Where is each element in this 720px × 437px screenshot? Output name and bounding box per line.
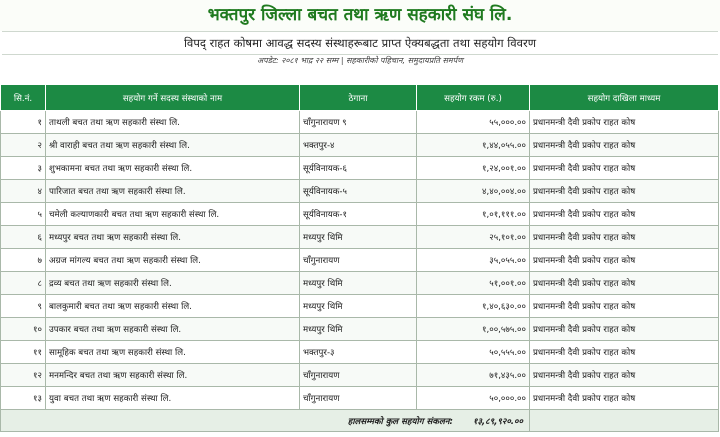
page-title: भक्तपुर जिल्ला बचत तथा ऋण सहकारी संघ लि.	[0, 0, 720, 31]
deposit-channel-cell: प्रधानमन्त्री दैवी प्रकोप राहत कोष	[530, 203, 719, 226]
table-row	[1, 318, 719, 341]
address-cell: सूर्यविनायक-५	[300, 180, 417, 203]
table-row	[1, 364, 719, 387]
amount-cell: ४,४०,००४.००	[417, 180, 530, 203]
amount-cell: ७१,४३५.००	[417, 364, 530, 387]
address-cell: मध्यपुर थिमि	[300, 272, 417, 295]
deposit-channel-cell: प्रधानमन्त्री दैवी प्रकोप राहत कोष	[530, 134, 719, 157]
address-cell: मध्यपुर थिमि	[300, 226, 417, 249]
address-cell: भक्तपुर-४	[300, 134, 417, 157]
table-row	[1, 111, 719, 134]
deposit-channel-cell: प्रधानमन्त्री दैवी प्रकोप राहत कोष	[530, 180, 719, 203]
amount-cell: ५५,०००.००	[417, 111, 530, 134]
table-row	[1, 341, 719, 364]
header-serial: सि.नं.	[1, 85, 46, 111]
serial-cell: १०	[1, 318, 46, 341]
institution-name-cell: चमेली कल्याणकारी बचत तथा ऋण सहकारी संस्था लि.	[46, 203, 300, 226]
amount-cell: ५१,००१.००	[417, 272, 530, 295]
amount-cell: १,०१,१११.००	[417, 203, 530, 226]
table-row	[1, 226, 719, 249]
table-body	[1, 111, 719, 410]
serial-cell: ८	[1, 272, 46, 295]
serial-cell: ११	[1, 341, 46, 364]
page-subtitle: विपद् राहत कोषमा आवद्ध सदस्य संस्थाहरूबाट प्राप्त ऐक्यबद्धता तथा सहयोग विवरण	[2, 31, 718, 55]
address-cell: भक्तपुर-३	[300, 341, 417, 364]
table-row	[1, 157, 719, 180]
amount-cell: ३५,०५५.००	[417, 249, 530, 272]
serial-cell: २	[1, 134, 46, 157]
deposit-channel-cell: प्रधानमन्त्री दैवी प्रकोप राहत कोष	[530, 157, 719, 180]
total-label	[1, 410, 530, 432]
header-deposit-channel: सहयोग दाखिला माध्यम	[530, 85, 719, 111]
serial-cell: ४	[1, 180, 46, 203]
table-row	[1, 134, 719, 157]
deposit-channel-cell: प्रधानमन्त्री दैवी प्रकोप राहत कोष	[530, 364, 719, 387]
institution-name-cell: ताथली बचत तथा ऋण सहकारी संस्था लि.	[46, 111, 300, 134]
institution-name-cell: मनमन्दिर बचत तथा ऋण सहकारी संस्था लि.	[46, 364, 300, 387]
table-row	[1, 180, 719, 203]
deposit-channel-cell: प्रधानमन्त्री दैवी प्रकोप राहत कोष	[530, 249, 719, 272]
total-row	[1, 410, 719, 432]
total-filler-cell	[530, 410, 719, 432]
amount-cell: १,००,५७५.००	[417, 318, 530, 341]
serial-cell: १३	[1, 387, 46, 410]
serial-cell: ७	[1, 249, 46, 272]
serial-cell: ९	[1, 295, 46, 318]
amount-cell: ५०,५५५.००	[417, 341, 530, 364]
institution-name-cell: मध्यपुर बचत तथा ऋण सहकारी संस्था लि.	[46, 226, 300, 249]
address-cell: सूर्यविनायक-१	[300, 203, 417, 226]
update-note: अपडेट: २०८१ भाद्र २२ सम्म | सहकारीको पहिचान, समुदायप्रति समर्पण	[256, 56, 464, 65]
institution-name-cell: बालकुमारी बचत तथा ऋण सहकारी संस्था लि.	[46, 295, 300, 318]
header-institution-name: सहयोग गर्ने सदस्य संस्थाको नाम	[46, 85, 300, 111]
address-cell: मध्यपुर थिमि	[300, 318, 417, 341]
table-header-row	[1, 85, 719, 111]
total-value: १३,८९,९२०.००	[472, 416, 523, 427]
deposit-channel-cell: प्रधानमन्त्री दैवी प्रकोप राहत कोष	[530, 295, 719, 318]
total-label-text: हालसम्मको कुल सहयोग संकलन:	[347, 416, 453, 427]
address-cell: सूर्यविनायक-६	[300, 157, 417, 180]
deposit-channel-cell: प्रधानमन्त्री दैवी प्रकोप राहत कोष	[530, 226, 719, 249]
institution-name-cell: युवा बचत तथा ऋण सहकारी संस्था लि.	[46, 387, 300, 410]
table-row	[1, 249, 719, 272]
institution-name-cell: अग्रज मांगल्य बचत तथा ऋण सहकारी संस्था लि.	[46, 249, 300, 272]
table-row	[1, 387, 719, 410]
deposit-channel-cell: प्रधानमन्त्री दैवी प्रकोप राहत कोष	[530, 111, 719, 134]
serial-cell: १२	[1, 364, 46, 387]
serial-cell: १	[1, 111, 46, 134]
deposit-channel-cell: प्रधानमन्त्री दैवी प्रकोप राहत कोष	[530, 341, 719, 364]
address-cell: चाँगुनारायण ९	[300, 111, 417, 134]
header-amount: सहयोग रकम (रु.)	[417, 85, 530, 111]
deposit-channel-cell: प्रधानमन्त्री दैवी प्रकोप राहत कोष	[530, 318, 719, 341]
institution-name-cell: श्री वाराही बचत तथा ऋण सहकारी संस्था लि.	[46, 134, 300, 157]
institution-name-cell: शुभकामना बचत तथा ऋण सहकारी संस्था लि.	[46, 157, 300, 180]
address-cell: मध्यपुर थिमि	[300, 295, 417, 318]
institution-name-cell: पारिजात बचत तथा ऋण सहकारी संस्था लि.	[46, 180, 300, 203]
serial-cell: ३	[1, 157, 46, 180]
institution-name-cell: उपकार बचत तथा ऋण सहकारी संस्था लि.	[46, 318, 300, 341]
table-row	[1, 295, 719, 318]
address-cell: चाँगुनारायण	[300, 364, 417, 387]
amount-cell: १,२४,००१.००	[417, 157, 530, 180]
serial-cell: ५	[1, 203, 46, 226]
table-row	[1, 203, 719, 226]
serial-cell: ६	[1, 226, 46, 249]
header-address: ठेगाना	[300, 85, 417, 111]
institution-name-cell: द्रव्य बचत तथा ऋण सहकारी संस्था लि.	[46, 272, 300, 295]
amount-cell: ५०,०००.००	[417, 387, 530, 410]
deposit-channel-cell: प्रधानमन्त्री दैवी प्रकोप राहत कोष	[530, 387, 719, 410]
address-cell: चाँगुनारायण	[300, 249, 417, 272]
address-cell: चाँगुनारायण	[300, 387, 417, 410]
deposit-channel-cell: प्रधानमन्त्री दैवी प्रकोप राहत कोष	[530, 272, 719, 295]
contribution-table	[0, 84, 719, 432]
institution-name-cell: सामूहिक बचत तथा ऋण सहकारी संस्था लि.	[46, 341, 300, 364]
amount-cell: १,४०,६३०.००	[417, 295, 530, 318]
table-row	[1, 272, 719, 295]
amount-cell: १,४४,०५५.००	[417, 134, 530, 157]
amount-cell: २५,१०१.००	[417, 226, 530, 249]
